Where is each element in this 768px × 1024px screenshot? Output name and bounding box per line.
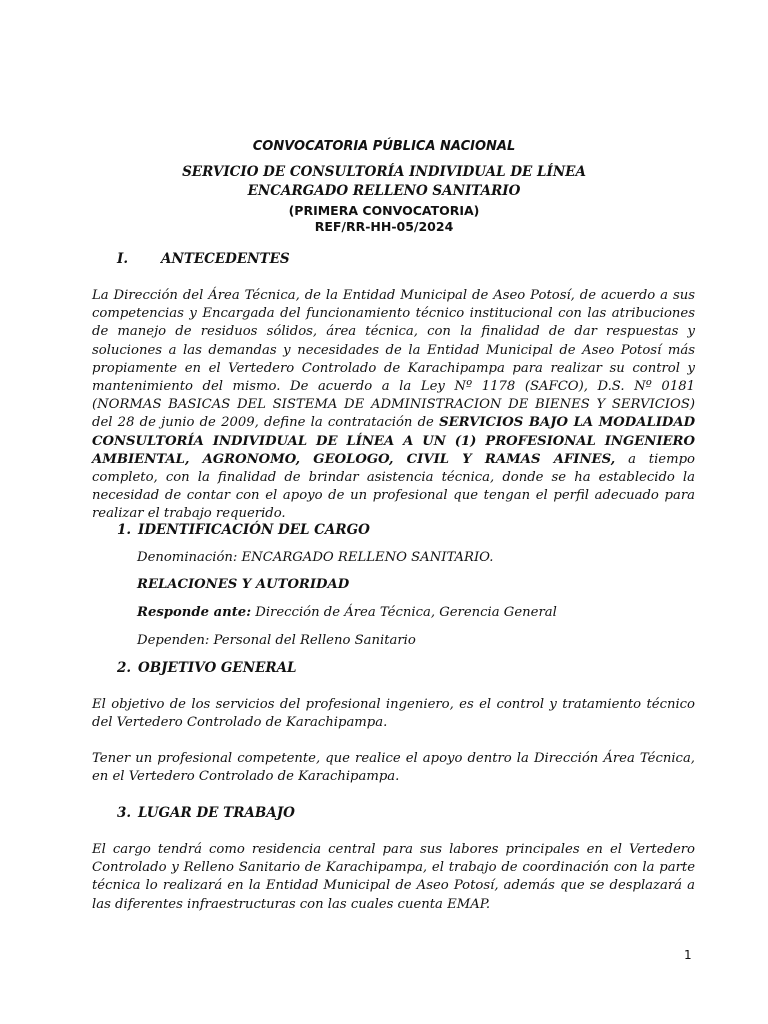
section-i-title: ANTECEDENTES [161, 251, 290, 267]
responde-label: Responde ante: [137, 605, 252, 620]
objetivo-paragraph-1: El objetivo de los servicios del profesional ingeniero, es el control y tratamiento técnico del Vertedero Controlado de Karachipampa. [92, 697, 695, 731]
objetivo-paragraph-2: Tener un profesional competente, que realice el apoyo dentro la Dirección Área Técnica, en el Vertedero Controlado de Karachipampa. [92, 751, 695, 785]
responde-value: Dirección de Área Técnica, Gerencia General [251, 605, 557, 620]
header-subtitle: SERVICIO DE CONSULTORÍA INDIVIDUAL DE LÍNEA [182, 164, 586, 180]
antecedentes-text-a: La Dirección del Área Técnica, de la Entidad Municipal de Aseo Potosí, de acuerdo a sus competencias y Encargada del funcionamiento técnico institucional con las atribuciones de manejo de residuos sólidos, área técnica, con la finalidad de dar respuestas y soluciones a las demandas y necesidades de la Entidad Municipal de Aseo Potosí más propiamente en el Vertedero Controlado de Karachipampa para realizar su control y mantenimiento del mismo. De acuerdo a la Ley Nº 1178 (SAFCO), D.S. Nº 0181 (NORMAS BASICAS DEL SISTEMA DE ADMINISTRACION DE BIENES Y SERVICIOS) del 28 de junio de 2009, define la contratación de [92, 288, 695, 431]
antecedentes-text-b: a tiempo completo, con la finalidad de brindar asistencia técnica, donde se ha establecido la necesidad de contar con el apoyo de un profesional que tengan el perfil adecuado para realizar el trabajo requerido. [92, 451, 695, 522]
section-2-title: OBJETIVO GENERAL [138, 660, 297, 676]
dependen-line: Dependen: Personal del Relleno Sanitario [137, 633, 416, 648]
header-reference: REF/RR-HH-05/2024 [314, 219, 454, 234]
antecedentes-paragraph [92, 287, 695, 524]
section-1-number: 1. [117, 522, 132, 538]
section-i-number: I. [117, 251, 129, 267]
antecedentes-bold-text: SERVICIOS BAJO LA MODALIDAD CONSULTORÍA INDIVIDUAL DE LÍNEA A UN (1) PROFESIONAL INGENIERO AMBIENTAL, AGRONOMO, GEOLOGO, CIVIL Y RAMAS AFINES, [92, 415, 696, 467]
denominacion-line: Denominación: ENCARGADO RELLENO SANITARIO. [137, 550, 494, 565]
section-3-title: LUGAR DE TRABAJO [138, 805, 295, 821]
lugar-paragraph: El cargo tendrá como residencia central para sus labores principales en el Vertedero Controlado y Relleno Sanitario de Karachipampa, el trabajo de coordinación con la parte técnica lo realizará en la Entidad Municipal de Aseo Potosí, además que se desplazará a las diferentes infraestructuras con las cuales cuenta EMAP. [92, 842, 695, 912]
section-2-number: 2. [117, 660, 132, 676]
header-position: ENCARGADO RELLENO SANITARIO [247, 183, 521, 199]
header-call-number: (PRIMERA CONVOCATORIA) [288, 203, 480, 218]
page-number: 1 [684, 948, 692, 962]
header-title: CONVOCATORIA PÚBLICA NACIONAL [252, 139, 516, 154]
section-3-number: 3. [117, 805, 132, 821]
responde-line [137, 605, 557, 620]
relaciones-heading: RELACIONES Y AUTORIDAD [137, 577, 350, 592]
section-1-title: IDENTIFICACIÓN DEL CARGO [138, 522, 370, 538]
